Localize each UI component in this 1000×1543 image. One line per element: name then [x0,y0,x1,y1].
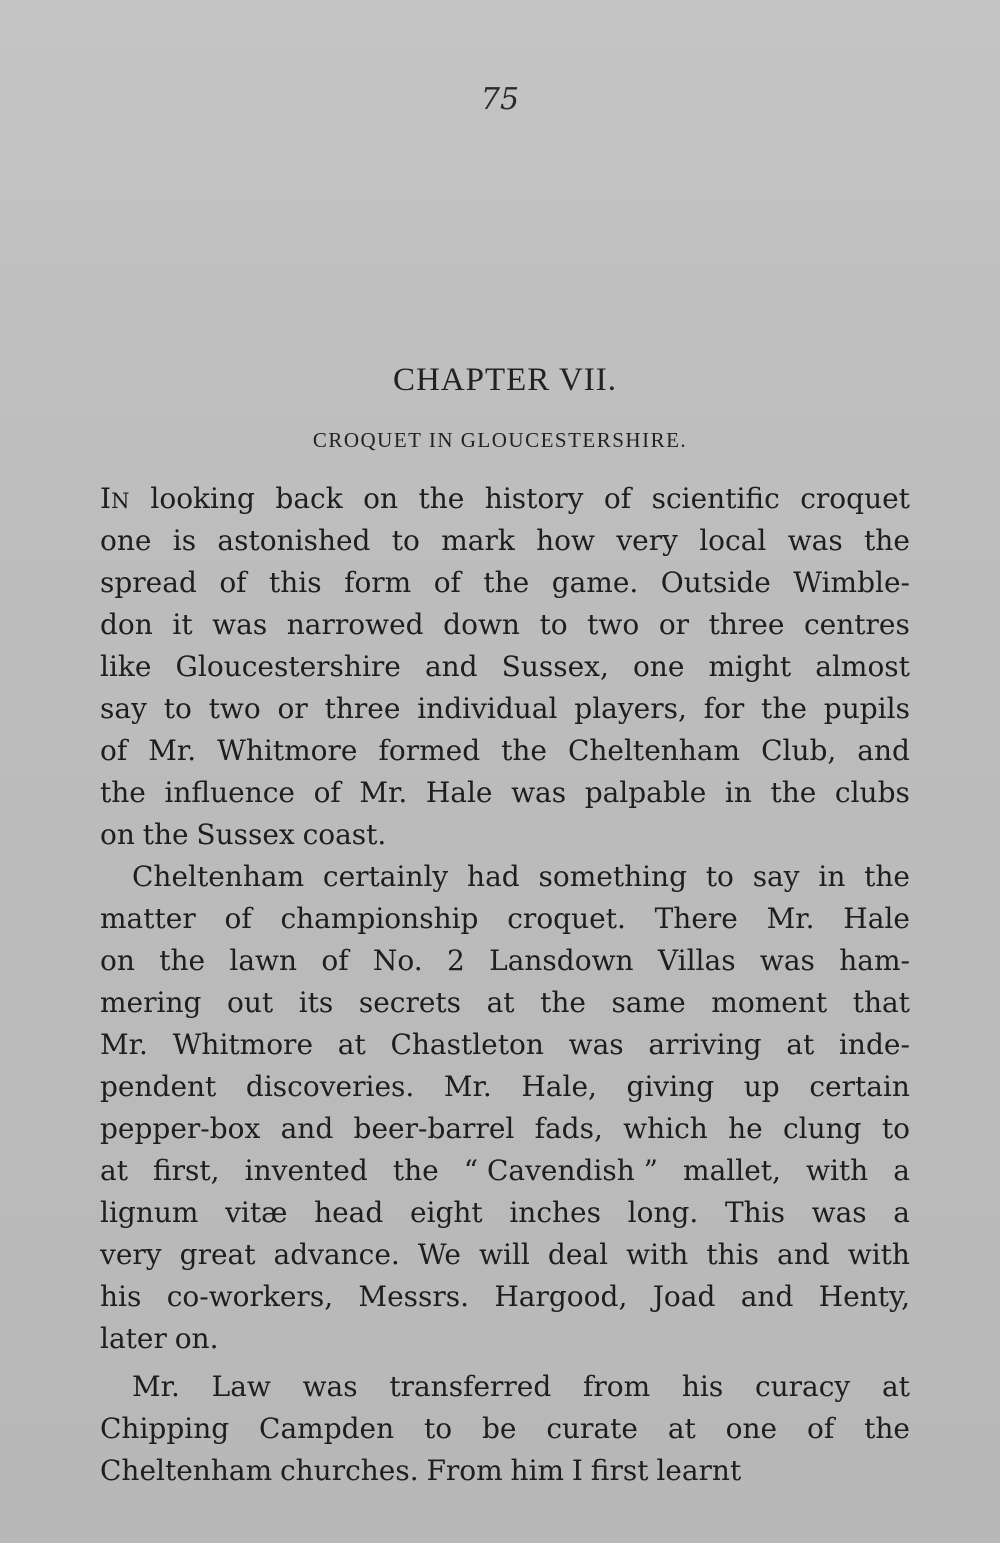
word: coast. [302,818,387,851]
word: the [392,1154,439,1187]
word: for [703,692,745,725]
word: centres [804,608,910,641]
word: same [611,986,686,1019]
word: his [100,1280,142,1313]
word: was [212,608,268,641]
paragraph [100,1366,910,1492]
word: was [787,524,843,557]
word: narrowed [286,608,424,641]
chapter-body-text [100,478,910,1492]
word: or [658,608,690,641]
word: it [172,608,193,641]
word: Mr. [132,1370,180,1403]
word: deal [547,1238,609,1271]
word: certainly [322,860,449,893]
word: in [818,860,846,893]
word: Law [211,1370,271,1403]
word: on [100,944,135,977]
chapter-subtitle: CROQUET IN GLOUCESTERSHIRE. [312,428,688,452]
word: three [324,692,401,725]
word: the [483,566,530,599]
word: how [536,524,595,557]
word: is [172,524,197,557]
word: mering [100,986,202,1019]
word: palpable [584,776,707,809]
word: at [486,986,515,1019]
word: later [100,1322,167,1355]
word: was [568,1028,624,1061]
word: lignum [100,1196,199,1229]
word: with [626,1238,689,1271]
word: and [777,1238,830,1271]
word: Campden [259,1412,395,1445]
text-line [100,604,910,646]
word: be [481,1412,517,1445]
word: or [277,692,308,725]
word: the [864,524,910,557]
word: inches [509,1196,601,1229]
word: Henty, [818,1280,910,1313]
word: at [881,1370,910,1403]
word: out [226,986,274,1019]
text-line [100,1408,910,1450]
word: the [100,776,146,809]
text-line [100,814,910,856]
word: clubs [834,776,910,809]
word: Villas [657,944,736,977]
word: was [811,1196,867,1229]
word: to [705,860,734,893]
word: this [706,1238,759,1271]
word: matter [100,902,196,935]
word: 2 [446,944,465,977]
word: Messrs. [358,1280,470,1313]
word: astonished [217,524,371,557]
word: Mr. [766,902,815,935]
word: Whitmore [172,1028,314,1061]
word: the [159,944,206,977]
word: moment [711,986,828,1019]
word: local [699,524,767,557]
word: a [893,1196,910,1229]
word: inde- [838,1028,910,1061]
word: individual [417,692,558,725]
word: was [302,1370,358,1403]
word: don [100,608,153,641]
word: of [321,944,349,977]
word: croquet. [507,902,626,935]
word: down [443,608,520,641]
word: invented [244,1154,368,1187]
word: certain [809,1070,910,1103]
word: mallet, [683,1154,781,1187]
word: to [391,524,420,557]
word: Cheltenham [567,734,741,767]
word: three [708,608,785,641]
word: vitæ [225,1196,288,1229]
word: of [313,776,341,809]
word: This [724,1196,785,1229]
text-line [100,1318,910,1360]
word: We [417,1238,461,1271]
word: first, [153,1154,220,1187]
word: the [864,860,910,893]
word: at [337,1028,366,1061]
word: on [363,482,399,515]
paragraph [100,856,910,1360]
word: which [623,1112,708,1145]
text-line [100,478,910,520]
word: this [269,566,322,599]
word: the [770,776,817,809]
word: of [433,566,461,599]
word: form [344,566,412,599]
word: of [219,566,247,599]
text-line [100,688,910,730]
word: Outside [660,566,771,599]
word: was [511,776,567,809]
word: Cheltenham [100,1454,273,1487]
word: to [424,1412,453,1445]
word: pendent [100,1070,217,1103]
word: Sussex [196,818,295,851]
word: two [208,692,261,725]
word: at [100,1154,128,1187]
word: one [725,1412,778,1445]
word: giving [626,1070,715,1103]
word: Whitmore [217,734,358,767]
word: ham- [839,944,910,977]
word: Chipping [100,1412,230,1445]
word: Mr. [359,776,408,809]
text-line [100,520,910,562]
word: was [759,944,815,977]
word: very [616,524,678,557]
word: of [806,1412,835,1445]
word: Joad [652,1280,716,1313]
word: Hargood, [494,1280,628,1313]
word: great [179,1238,256,1271]
word: on [100,818,135,851]
text-line [100,1366,910,1408]
word: the [864,1412,910,1445]
word: eight [409,1196,483,1229]
word: history [484,482,584,515]
text-line [100,562,910,604]
word: croquet [800,482,910,515]
word: almost [815,650,910,683]
word: Hale [843,902,910,935]
word: Cheltenham [132,860,305,893]
word: spread [100,566,197,599]
word: two [587,608,640,641]
word: “ Cavendish ” [463,1154,658,1187]
word: players, [574,692,687,725]
word: No. [372,944,423,977]
text-line [100,1192,910,1234]
word: to [163,692,192,725]
word: that [852,986,910,1019]
word: transferred [389,1370,552,1403]
word: his [681,1370,724,1403]
word: pepper-box [100,1112,261,1145]
word: Mr. [443,1070,492,1103]
word: on. [174,1322,219,1355]
text-line [100,1150,910,1192]
page-number: 75 [480,82,520,117]
word: There [654,902,738,935]
word: learnt [656,1454,742,1487]
text-line [100,856,910,898]
word: the [142,818,189,851]
word: say [752,860,800,893]
text-line [100,1066,910,1108]
word: to [539,608,568,641]
word: at [786,1028,815,1061]
text-line [100,730,910,772]
word: the [418,482,465,515]
word: clung [782,1112,862,1145]
word: and [424,650,478,683]
word: Hale, [521,1070,597,1103]
word: up [743,1070,780,1103]
word: curate [546,1412,638,1445]
word: Mr. [100,1028,148,1061]
word: Chastleton [390,1028,544,1061]
word: him [510,1454,565,1487]
word: Gloucestershire [175,650,401,683]
word: Wimble- [793,566,910,599]
dropcap-word [100,478,130,520]
word: long. [627,1196,699,1229]
word: might [708,650,792,683]
word: he [728,1112,763,1145]
text-line [100,1234,910,1276]
word: Mr. [148,734,197,767]
word: pupils [823,692,910,725]
word: championship [280,902,479,935]
word: curacy [754,1370,851,1403]
word: say [100,692,147,725]
word: lawn [229,944,298,977]
word: with [847,1238,910,1271]
word: arriving [648,1028,762,1061]
word: co-workers, [166,1280,334,1313]
word: advance. [273,1238,400,1271]
word: in [724,776,752,809]
text-line [100,1024,910,1066]
text-line [100,1450,910,1492]
word: head [314,1196,384,1229]
word: the [761,692,807,725]
word: the [540,986,586,1019]
word: formed [378,734,481,767]
word: beer-barrel [353,1112,515,1145]
word: Club, [761,734,837,767]
word: something [538,860,688,893]
word: Hale [425,776,493,809]
word: and [740,1280,794,1313]
word: mark [441,524,515,557]
word: very [100,1238,162,1271]
text-line [100,646,910,688]
word: had [467,860,520,893]
paragraph [100,478,910,856]
dropcap-letter: I [100,482,112,515]
word: discoveries. [245,1070,415,1103]
text-line [100,1276,910,1318]
word: I [571,1454,583,1487]
word: a [893,1154,910,1187]
word: scientific [651,482,780,515]
dropcap-smallcaps: N [111,489,130,513]
word: back [275,482,343,515]
word: at [667,1412,696,1445]
word: its [298,986,334,1019]
word: fads, [534,1112,603,1145]
word: will [479,1238,530,1271]
word: and [280,1112,334,1145]
word: from [583,1370,651,1403]
word: game. [551,566,639,599]
text-line [100,772,910,814]
word: the [501,734,547,767]
word: secrets [358,986,462,1019]
word: churches. [279,1454,419,1487]
word: From [426,1454,503,1487]
word: Sussex, [501,650,609,683]
word: looking [150,482,255,515]
word: like [100,650,152,683]
text-line [100,982,910,1024]
word: Lansdown [489,944,634,977]
text-line [100,940,910,982]
word: first [590,1454,649,1487]
word: to [881,1112,910,1145]
word: influence [164,776,295,809]
word: of [603,482,632,515]
word: of [224,902,252,935]
text-line [100,898,910,940]
word: of [100,734,128,767]
chapter-title: CHAPTER VII. [392,362,618,398]
word: one [632,650,685,683]
word: one [100,524,152,557]
text-line [100,1108,910,1150]
word: and [857,734,910,767]
word: with [805,1154,869,1187]
